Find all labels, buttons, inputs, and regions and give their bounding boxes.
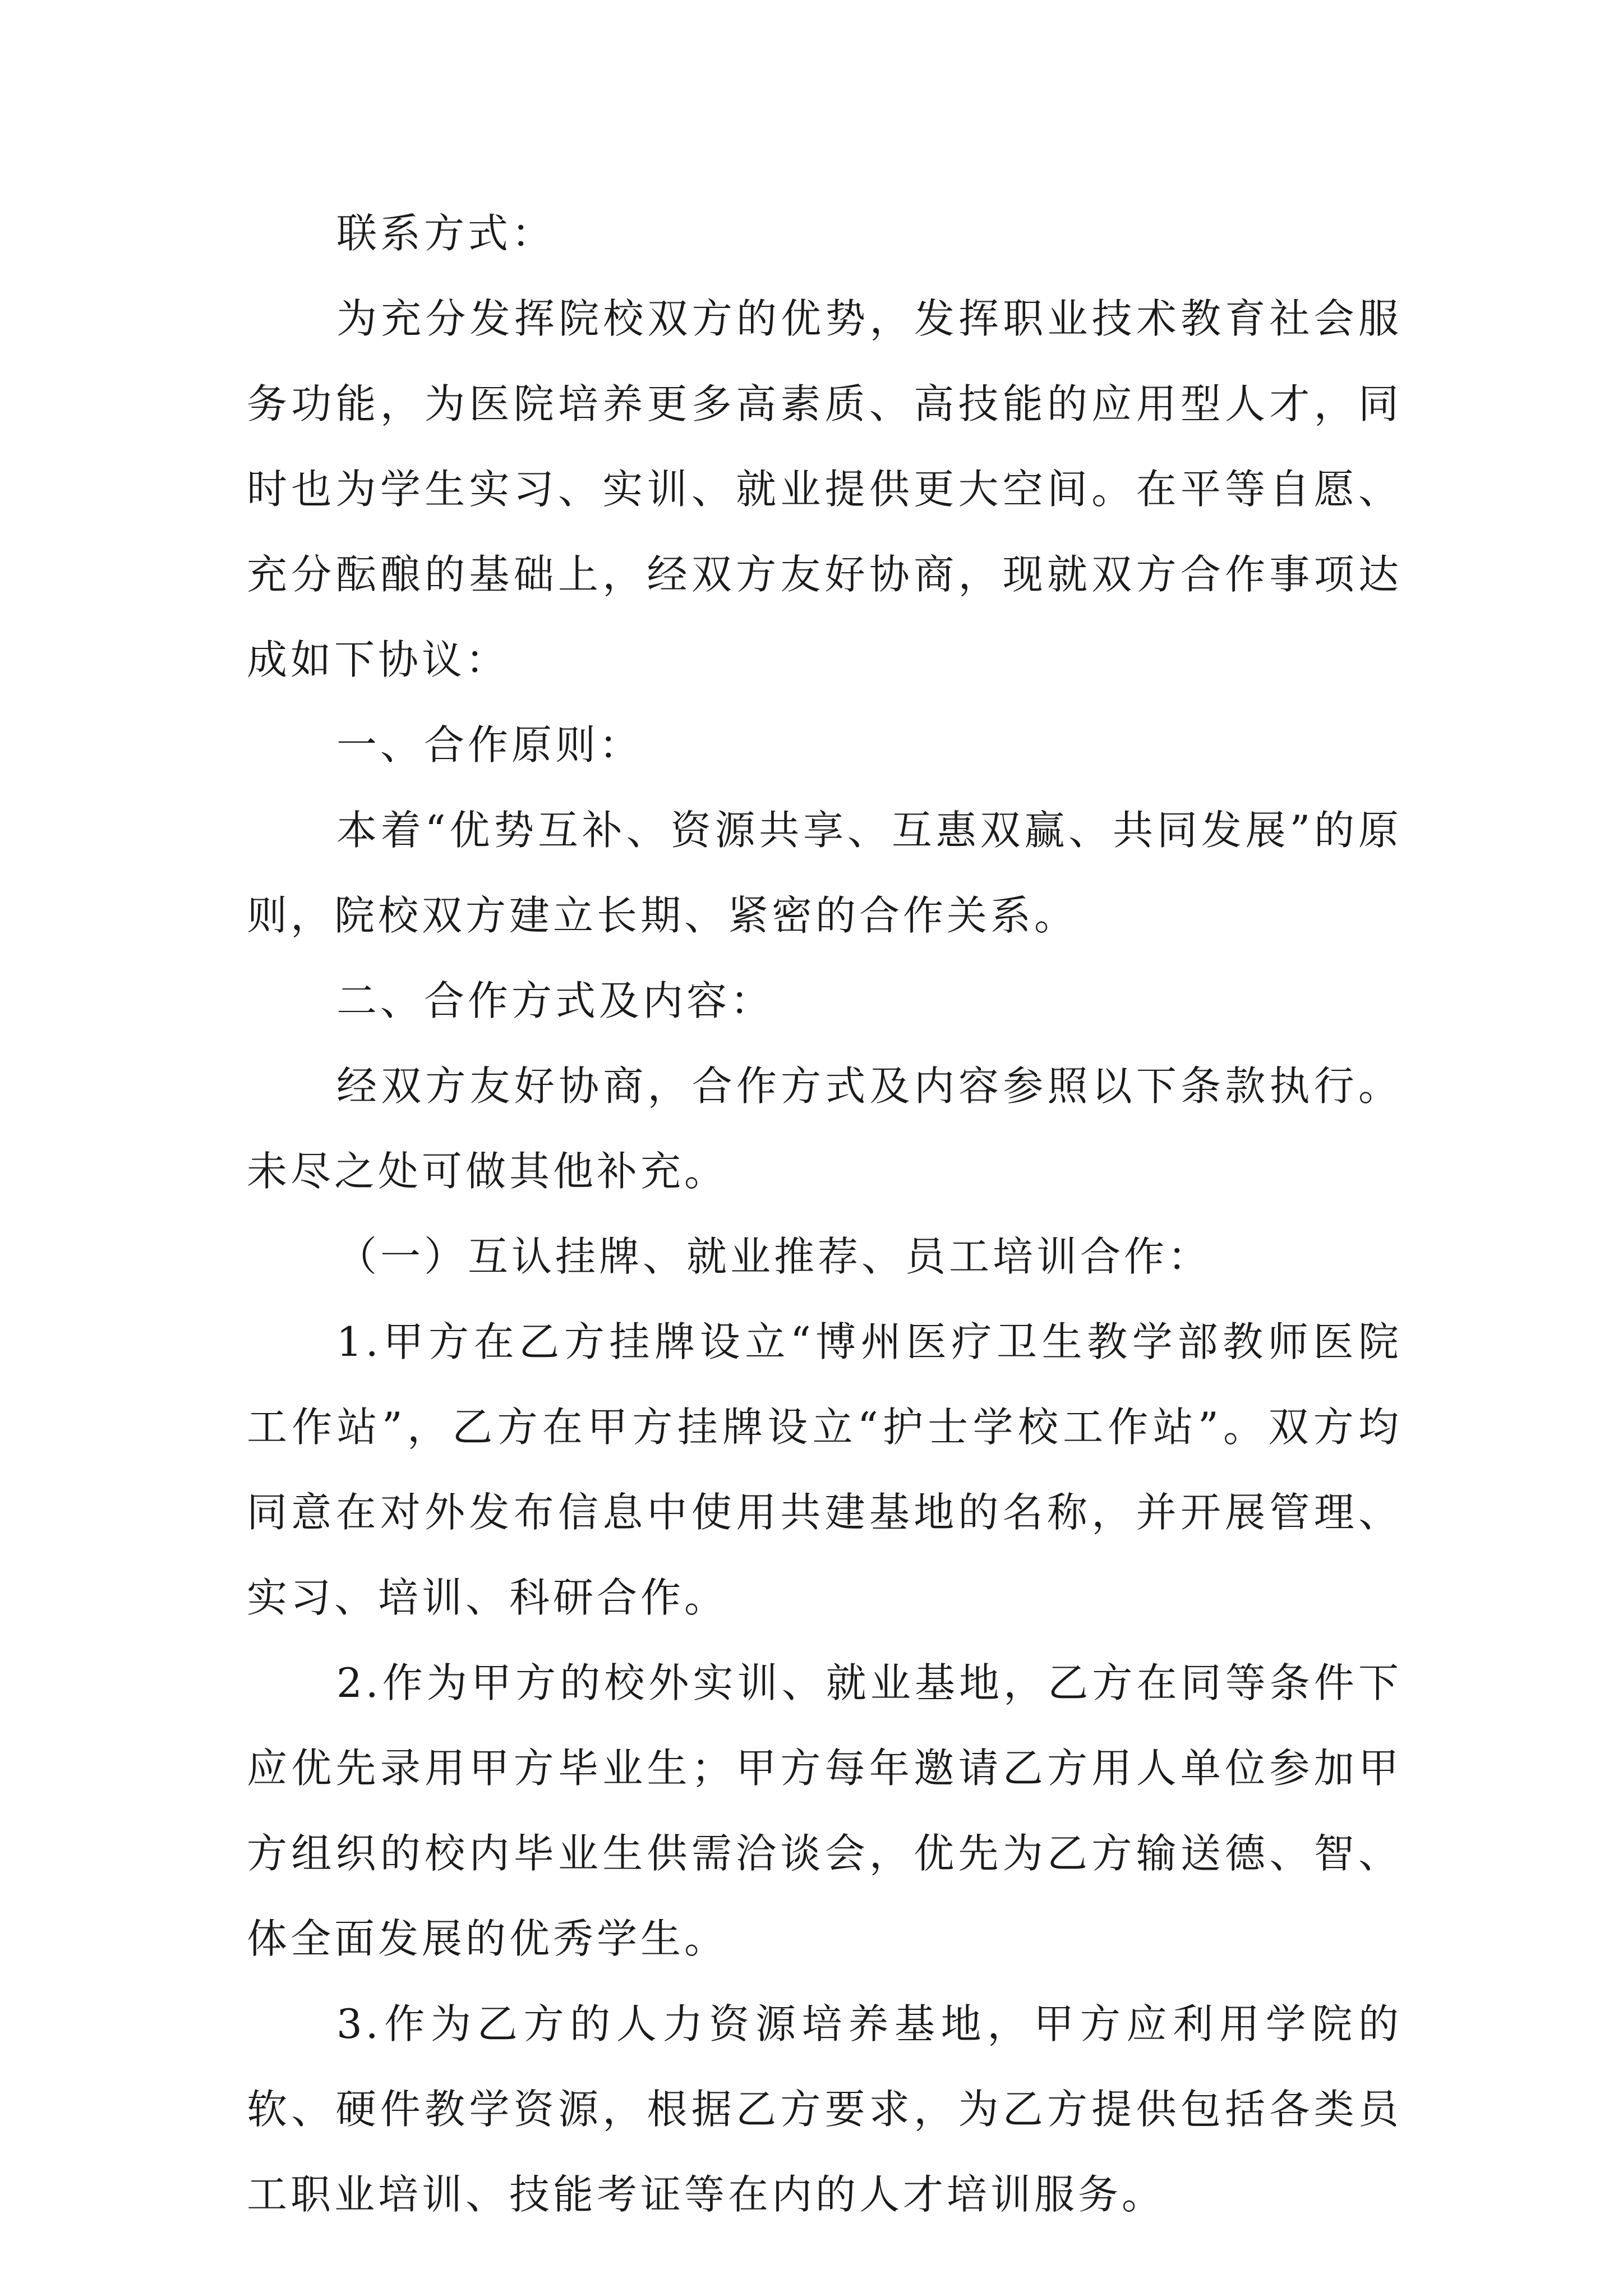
section-1-paragraph: 本着“优势互补、资源共享、互惠双赢、共同发展”的原则，院校双方建立长期、紧密的合作关系。 <box>247 807 1402 939</box>
subsection-1-heading: （一）互认挂牌、就业推荐、员工培训合作： <box>336 1233 1212 1280</box>
clause-3-paragraph: 3.作为乙方的人力资源培养基地，甲方应利用学院的软、硬件教学资源，根据乙方要求，为乙方提供包括各类员工职业培训、技能考证等在内的人才培训服务。 <box>247 2000 1402 2218</box>
section-2-paragraph: 经双方友好协商，合作方式及内容参照以下条款执行。未尽之处可做其他补充。 <box>247 1062 1402 1195</box>
clause-2-paragraph: 2.作为甲方的校外实训、就业基地，乙方在同等条件下应优先录用甲方毕业生；甲方每年邀请乙方用人单位参加甲方组织的校内毕业生供需洽谈会，优先为乙方输送德、智、体全面发展的优秀学生。 <box>247 1659 1402 1962</box>
clause-1-paragraph: 1.甲方在乙方挂牌设立“博州医疗卫生教学部教师医院工作站”，乙方在甲方挂牌设立“护士学校工作站”。双方均同意在对外发布信息中使用共建基地的名称，并开展管理、实习、培训、科研合作。 <box>247 1318 1402 1621</box>
contact-line: 联系方式： <box>336 210 556 257</box>
document-page <box>247 191 1402 2237</box>
section-1-heading: 一、合作原则： <box>336 721 643 769</box>
section-2-heading: 二、合作方式及内容： <box>336 977 774 1024</box>
intro-paragraph: 为充分发挥院校双方的优势，发挥职业技术教育社会服务功能，为医院培养更多高素质、高技能的应用型人才，同时也为学生实习、实训、就业提供更大空间。在平等自愿、充分酝酿的基础上，经双方友好协商，现就双方合作事项达成如下协议： <box>247 295 1402 683</box>
